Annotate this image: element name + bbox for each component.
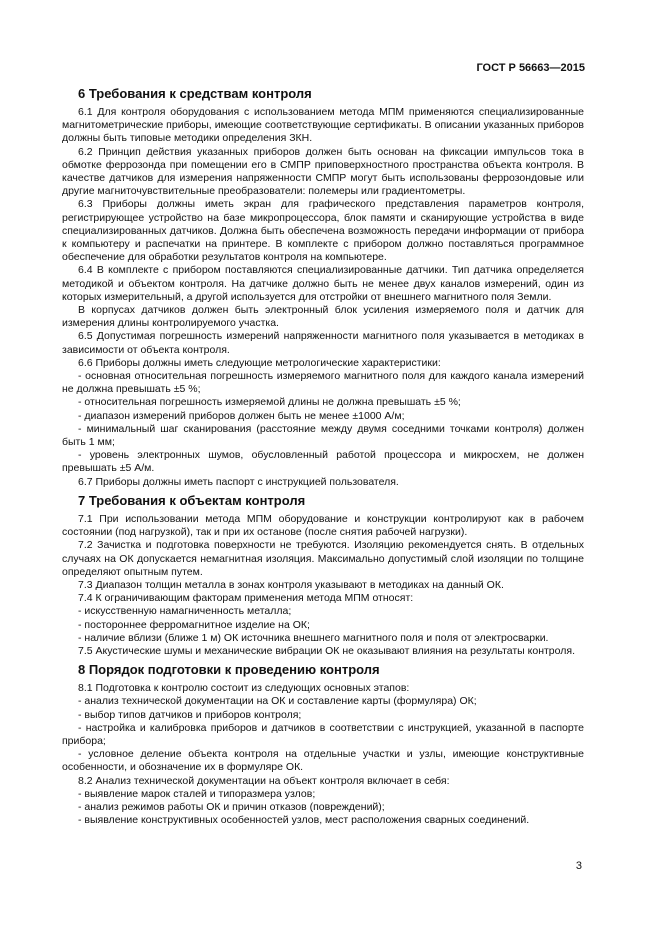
paragraph: 6.1 Для контроля оборудования с использованием метода МПМ применяются специализированные магнитометрические приборы, имеющие соответствующие сертификаты. В описании указанных приборов должны быть типовые методики определения ЗКН. [62,106,584,145]
paragraph: - диапазон измерений приборов должен быть не менее ±1000 А/м; [78,409,405,422]
paragraph: - анализ режимов работы ОК и причин отказов (повреждений); [78,800,385,813]
paragraph: - постороннее ферромагнитное изделие на ОК; [78,618,310,631]
paragraph: 6.7 Приборы должны иметь паспорт с инструкцией пользователя. [78,475,399,488]
sections-container [62,86,584,827]
paragraph: 8.1 Подготовка к контролю состоит из следующих основных этапов: [78,682,410,695]
paragraph: 6.3 Приборы должны иметь экран для графического представления параметров контроля, регистрирующее устройство на базе микропроцессора, блок памяти и сканирующие устройства в виде специализированных датчиков. Должна быть обеспечена возможность передачи информации от прибора к компьютеру и распечатки на принтере. В комплекте с прибором должно поставляться программное обеспечение для обработки результатов контроля на компьютере. [62,198,584,264]
section-heading: 8 Порядок подготовки к проведению контроля [78,662,380,678]
paragraph: 6.5 Допустимая погрешность измерений напряженности магнитного поля указывается в методиках в зависимости от объекта контроля. [62,330,584,356]
document-code: ГОСТ Р 56663—2015 [476,62,585,74]
document-body [62,86,584,831]
paragraph: - относительная погрешность измеряемой длины не должна превышать ±5 %; [78,396,461,409]
paragraph: 6.2 Принцип действия указанных приборов должен быть основан на фиксации импульсов тока в обмотке феррозонда при помещении его в СМПР приповерхностного пространства объекта контроля. В качестве датчиков для измерения напряженности СМПР могут быть использованы феррозондовые или другие магниточувствительные преобразователи: полемеры или градиентометры. [62,145,584,198]
section [62,662,584,827]
paragraph: 7.1 При использовании метода МПМ оборудование и конструкции контролируют как в рабочем состоянии (под нагрузкой), так и при их останове (после снятия рабочей нагрузки). [62,512,584,539]
section [62,493,584,658]
paragraph: 8.2 Анализ технической документации на объект контроля включает в себя: [78,774,450,787]
paragraph: 6.6 Приборы должны иметь следующие метрологические характеристики: [78,356,441,369]
section-heading: 6 Требования к средствам контроля [78,86,312,101]
paragraph: - настройка и калибровка приборов и датчиков в соответствии с инструкцией, указанной в паспорте прибора; [62,721,584,747]
paragraph: - выявление конструктивных особенностей узлов, мест расположения сварных соединений. [78,814,530,827]
paragraph: В корпусах датчиков должен быть электронный блок усиления измеряемого поля и датчик для измерения длины контролируемого участка. [62,304,584,330]
paragraph: - искусственную намагниченность металла; [78,605,292,618]
paragraph: - уровень электронных шумов, обусловленный работой процессора и микросхем, не должен превышать ±5 А/м. [62,449,584,475]
paragraph: 7.5 Акустические шумы и механические вибрации ОК не оказывают влияния на результаты контроля. [78,644,575,657]
paragraph: - минимальный шаг сканирования (расстояние между двумя соседними точками контроля) должен быть 1 мм; [62,422,584,449]
section-heading: 7 Требования к объектам контроля [78,492,306,508]
paragraph: - анализ технической документации на ОК и составление карты (формуляра) ОК; [78,695,477,708]
paragraph: 6.4 В комплекте с прибором поставляются специализированные датчики. Тип датчика определяется методикой и объектом контроля. На датчике должно быть не менее двух каналов измерений, один из которых измерительный, а другой используется для отстройки от внешнего магнитного поля Земли. [62,264,584,303]
paragraph: - выбор типов датчиков и приборов контроля; [78,708,302,721]
paragraph: - условное деление объекта контроля на отдельные участки и узлы, имеющие конструктивные особенности, и обозначение их в формуляре ОК. [62,748,584,774]
paragraph: 7.4 К ограничивающим факторам применения метода МПМ относят: [78,592,414,605]
section [62,86,584,489]
paragraph: 7.2 Зачистка и подготовка поверхности не требуются. Изоляцию рекомендуется снять. В отдельных случаях на ОК допускается немагнитная изоляция. Максимально допустимый слой изоляции по толщине определяют опытным путем. [62,539,584,578]
paragraph: - наличие вблизи (ближе 1 м) ОК источника внешнего магнитного поля и поля от электросварки. [78,631,549,644]
page-number: 3 [575,860,582,872]
paragraph: 7.3 Диапазон толщин металла в зонах контроля указывают в методиках на данный ОК. [78,578,504,591]
paragraph: - выявление марок сталей и типоразмера узлов; [78,787,316,800]
paragraph: - основная относительная погрешность измеряемого магнитного поля для каждого канала измерений не должна превышать ±5 %; [62,370,584,396]
